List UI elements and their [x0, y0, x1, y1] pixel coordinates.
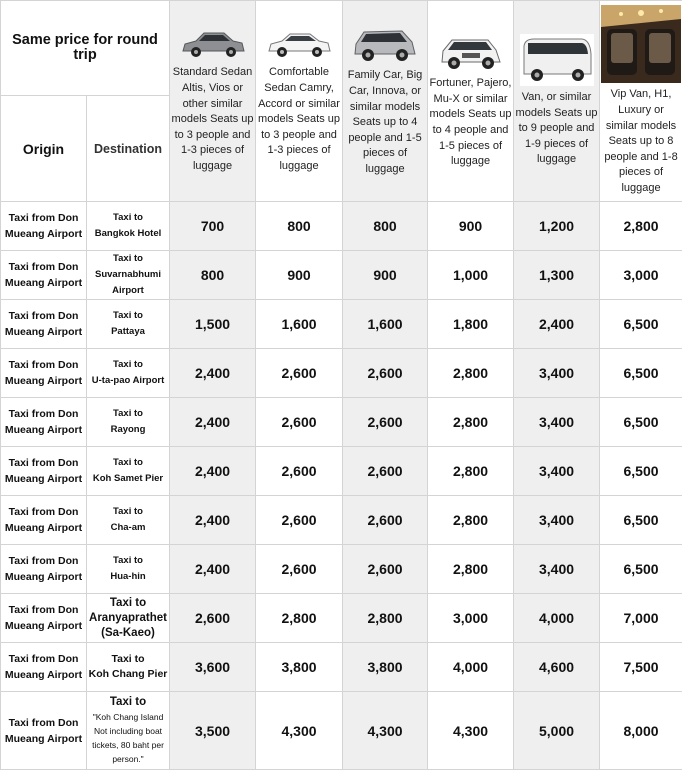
price-cell: 3,800 [256, 643, 343, 692]
destination-cell [87, 496, 170, 545]
destination-cell [87, 349, 170, 398]
price-cell: 2,600 [256, 447, 343, 496]
vehicle-header-family-car [343, 1, 428, 202]
destination-name: Aranyaprathet (Sa-Kaeo) [89, 612, 167, 639]
table-row [1, 447, 682, 496]
price-cell: 3,000 [428, 594, 514, 643]
price-cell: 1,200 [514, 202, 600, 251]
price-cell: 2,800 [428, 398, 514, 447]
suv-car-icon [438, 32, 504, 72]
destination-cell [87, 594, 170, 643]
price-cell: 6,500 [600, 545, 682, 594]
vehicle-description: Family Car, Big Car, Innova, or similar models Seats up to 4 people and 1-5 pieces of luggage [344, 68, 426, 177]
origin-cell: Taxi from Don Mueang Airport [1, 594, 87, 643]
price-cell: 4,000 [428, 643, 514, 692]
destination-prefix: Taxi to [113, 457, 143, 468]
price-cell: 1,800 [428, 300, 514, 349]
vip-van-interior-icon [601, 5, 681, 83]
price-cell: 2,600 [343, 545, 428, 594]
price-cell: 1,500 [170, 300, 256, 349]
destination-cell [87, 692, 170, 770]
destination-column-header: Destination [87, 96, 170, 202]
price-cell: 3,400 [514, 545, 600, 594]
table-row [1, 300, 682, 349]
price-cell: 700 [170, 202, 256, 251]
table-row [1, 594, 682, 643]
price-cell: 4,600 [514, 643, 600, 692]
destination-prefix: Taxi to [113, 506, 143, 517]
destination-prefix: Taxi to [113, 310, 143, 321]
price-cell: 2,800 [428, 545, 514, 594]
price-cell: 2,800 [428, 496, 514, 545]
price-cell: 6,500 [600, 300, 682, 349]
price-cell: 4,300 [428, 692, 514, 770]
destination-cell [87, 447, 170, 496]
destination-name: U-ta-pao Airport [92, 375, 164, 386]
origin-cell: Taxi from Don Mueang Airport [1, 643, 87, 692]
origin-cell: Taxi from Don Mueang Airport [1, 300, 87, 349]
origin-cell: Taxi from Don Mueang Airport [1, 447, 87, 496]
destination-name: Koh Chang Pier [89, 668, 168, 680]
price-cell: 4,300 [256, 692, 343, 770]
price-cell: 3,400 [514, 447, 600, 496]
price-cell: 4,000 [514, 594, 600, 643]
destination-cell [87, 398, 170, 447]
price-cell: 2,600 [343, 398, 428, 447]
destination-name: Suvarnabhumi Airport [95, 269, 161, 296]
vehicle-header-vip-van [600, 1, 682, 202]
price-cell: 2,600 [256, 496, 343, 545]
table-row [1, 398, 682, 447]
destination-cell [87, 251, 170, 300]
price-cell: 2,600 [256, 349, 343, 398]
origin-cell: Taxi from Don Mueang Airport [1, 349, 87, 398]
table-row [1, 251, 682, 300]
price-cell: 2,600 [256, 545, 343, 594]
price-cell: 2,800 [428, 447, 514, 496]
price-cell: 2,400 [170, 496, 256, 545]
destination-name: Hua-hin [110, 571, 145, 582]
vehicle-header-standard-sedan [170, 1, 256, 202]
van-icon [520, 34, 594, 86]
vehicle-header-van [514, 1, 600, 202]
origin-cell: Taxi from Don Mueang Airport [1, 398, 87, 447]
price-cell: 2,600 [343, 447, 428, 496]
price-cell: 3,000 [600, 251, 682, 300]
destination-note: "Koh Chang Island Not including boat tickets, 80 baht per person." [87, 710, 169, 766]
price-cell: 3,400 [514, 349, 600, 398]
price-cell: 2,800 [428, 349, 514, 398]
vehicle-description: Standard Sedan Altis, Vios or other similar models Seats up to 3 people and 1-3 pieces of luggage [171, 65, 254, 174]
round-trip-note: Same price for round trip [1, 1, 170, 96]
price-cell: 4,300 [343, 692, 428, 770]
price-cell: 800 [343, 202, 428, 251]
destination-name: Bangkok Hotel [95, 228, 162, 239]
sedan-car-icon [180, 27, 246, 61]
price-cell: 1,300 [514, 251, 600, 300]
origin-cell: Taxi from Don Mueang Airport [1, 251, 87, 300]
vehicle-header-fortuner [428, 1, 514, 202]
price-cell: 1,600 [343, 300, 428, 349]
table-row [1, 545, 682, 594]
destination-prefix: Taxi to [113, 359, 143, 370]
origin-cell: Taxi from Don Mueang Airport [1, 202, 87, 251]
price-cell: 3,600 [170, 643, 256, 692]
destination-name: Koh Samet Pier [93, 473, 163, 484]
price-cell: 2,400 [514, 300, 600, 349]
price-cell: 2,400 [170, 447, 256, 496]
price-cell: 2,400 [170, 545, 256, 594]
price-cell: 2,800 [600, 202, 682, 251]
price-cell: 2,600 [256, 398, 343, 447]
mpv-car-icon [352, 24, 418, 64]
price-cell: 5,000 [514, 692, 600, 770]
price-cell: 2,600 [343, 349, 428, 398]
destination-prefix: Taxi to [113, 212, 143, 223]
destination-prefix: Taxi to [110, 696, 146, 708]
table-row [1, 496, 682, 545]
price-cell: 3,800 [343, 643, 428, 692]
price-cell: 2,600 [343, 496, 428, 545]
sedan-car-icon [266, 27, 332, 61]
destination-name: Pattaya [111, 326, 145, 337]
destination-cell [87, 643, 170, 692]
price-cell: 8,000 [600, 692, 682, 770]
destination-cell [87, 300, 170, 349]
destination-cell [87, 202, 170, 251]
price-cell: 2,800 [256, 594, 343, 643]
price-cell: 800 [256, 202, 343, 251]
vehicle-description: Vip Van, H1, Luxury or similar models Seats up to 8 people and 1-8 pieces of luggage [601, 87, 681, 196]
vehicle-header-comfortable-sedan [256, 1, 343, 202]
destination-prefix: Taxi to [113, 253, 143, 264]
vehicle-description: Van, or similar models Seats up to 9 people and 1-9 pieces of luggage [515, 90, 598, 168]
destination-cell [87, 545, 170, 594]
price-cell: 900 [343, 251, 428, 300]
table-row [1, 202, 682, 251]
destination-prefix: Taxi to [113, 408, 143, 419]
price-cell: 7,500 [600, 643, 682, 692]
origin-cell: Taxi from Don Mueang Airport [1, 692, 87, 770]
table-row [1, 349, 682, 398]
vehicle-description: Comfortable Sedan Camry, Accord or similar models Seats up to 3 people and 1-3 pieces of luggage [257, 65, 341, 174]
destination-prefix: Taxi to [111, 653, 144, 665]
table-row [1, 692, 682, 770]
price-cell: 3,400 [514, 398, 600, 447]
origin-cell: Taxi from Don Mueang Airport [1, 496, 87, 545]
price-cell: 900 [256, 251, 343, 300]
price-cell: 2,800 [343, 594, 428, 643]
price-cell: 2,400 [170, 349, 256, 398]
price-cell: 6,500 [600, 349, 682, 398]
table-row [1, 643, 682, 692]
origin-cell: Taxi from Don Mueang Airport [1, 545, 87, 594]
price-cell: 3,400 [514, 496, 600, 545]
price-cell: 7,000 [600, 594, 682, 643]
destination-name: Cha-am [111, 522, 146, 533]
price-cell: 6,500 [600, 447, 682, 496]
price-cell: 6,500 [600, 496, 682, 545]
price-cell: 2,600 [170, 594, 256, 643]
destination-prefix: Taxi to [113, 555, 143, 566]
price-cell: 3,500 [170, 692, 256, 770]
price-cell: 1,000 [428, 251, 514, 300]
price-cell: 800 [170, 251, 256, 300]
destination-prefix: Taxi to [110, 597, 146, 609]
price-cell: 1,600 [256, 300, 343, 349]
origin-column-header: Origin [1, 96, 87, 202]
price-cell: 6,500 [600, 398, 682, 447]
destination-name: Rayong [111, 424, 146, 435]
price-cell: 900 [428, 202, 514, 251]
price-cell: 2,400 [170, 398, 256, 447]
vehicle-description: Fortuner, Pajero, Mu-X or similar models Seats up to 4 people and 1-5 pieces of luggage [429, 76, 512, 170]
